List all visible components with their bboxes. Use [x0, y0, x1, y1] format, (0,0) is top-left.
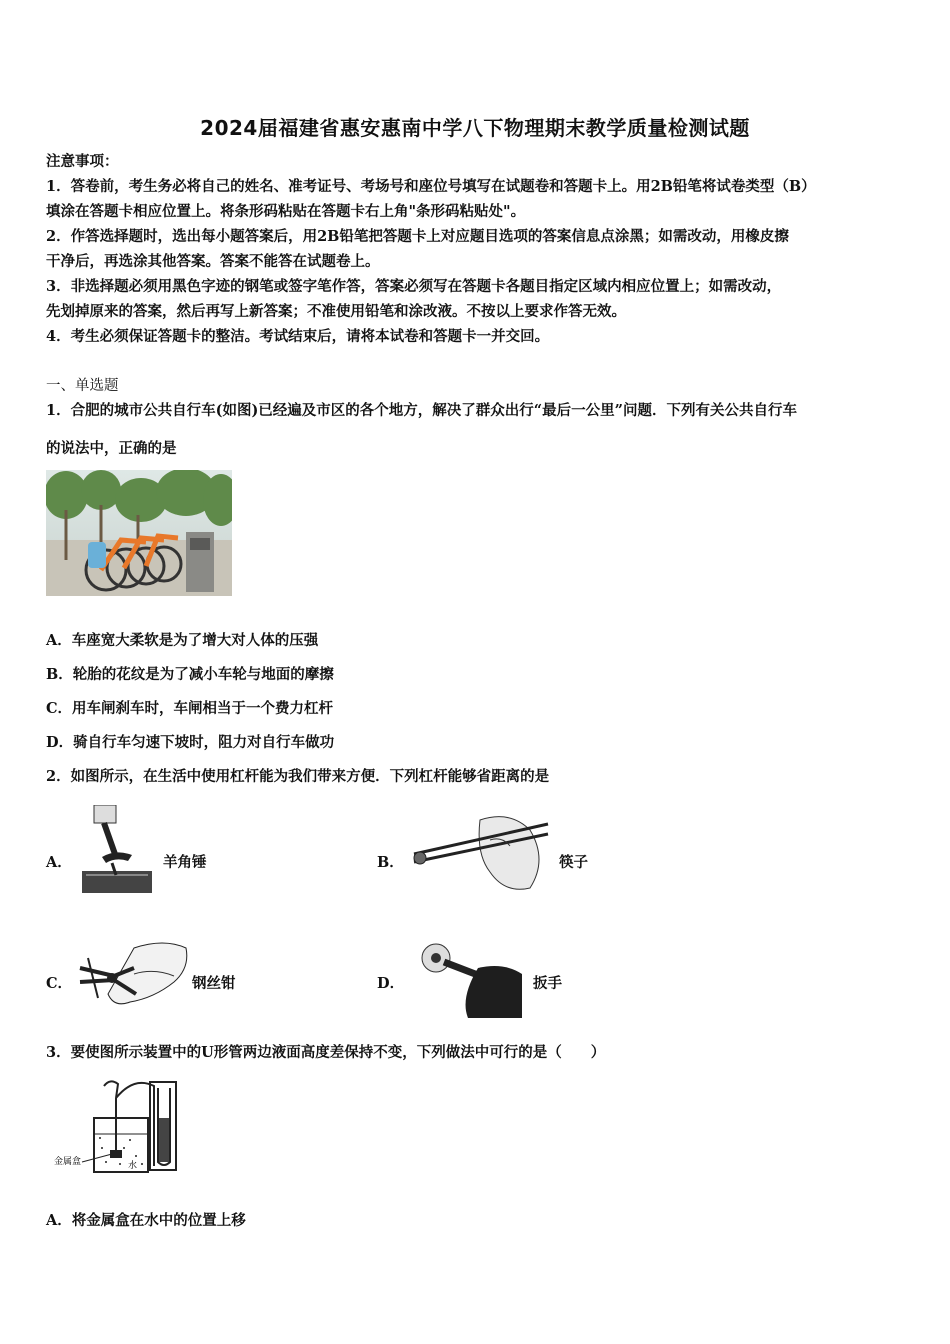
notice-line: 填涂在答题卡相应位置上。将条形码粘贴在答题卡右上角"条形码粘贴处"。 [46, 203, 526, 220]
section-heading: 一、单选题 [46, 378, 119, 394]
notice-heading: 注意事项： [46, 153, 119, 170]
figure-label-water: 水 [128, 1161, 138, 1171]
q2-option-a-letter: A． [46, 854, 72, 871]
q1-option-b: B．轮胎的花纹是为了减小车轮与地面的摩擦 [46, 666, 334, 683]
notice-line: 2．作答选择题时，选出每小题答案后，用2B铅笔把答题卡上对应题目选项的答案信息点涂黑；如需改动，用橡皮擦 [46, 228, 789, 245]
q1-option-c: C．用车闸刹车时，车闸相当于一个费力杠杆 [46, 700, 334, 717]
q2-option-b-label: 筷子 [559, 854, 588, 871]
chopsticks-figure [410, 810, 550, 896]
notice-line: 4．考生必须保证答题卡的整洁。考试结束后，请将本试卷和答题卡一并交回。 [46, 328, 550, 345]
pliers-figure [74, 938, 190, 1018]
q2-option-b-letter: B． [377, 854, 404, 871]
notice-line: 1．答卷前，考生务必将自己的姓名、准考证号、考场号和座位号填写在试题卷和答题卡上。用2B铅笔将试卷类型（B） [46, 178, 816, 195]
q1-stem-line1: 1．合肥的城市公共自行车(如图)已经遍及市区的各个地方，解决了群众出行“最后一公里”问题．下列有关公共自行车 [46, 402, 797, 419]
u-tube-apparatus-figure [54, 1078, 186, 1178]
q3-stem: 3．要使图所示装置中的U形管两边液面高度差保持不变，下列做法中可行的是（ ） [46, 1044, 606, 1061]
q2-option-d-letter: D． [377, 975, 405, 992]
notice-line: 3．非选择题必须用黑色字迹的钢笔或签字笔作答，答案必须写在答题卡各题目指定区域内相应位置上；如需改动， [46, 278, 782, 295]
q2-option-a-label: 羊角锤 [163, 854, 207, 871]
q2-option-c-letter: C． [46, 975, 73, 992]
q2-option-d-label: 扳手 [533, 975, 562, 992]
claw-hammer-figure [82, 805, 154, 895]
q3-option-a: A．将金属盒在水中的位置上移 [46, 1212, 246, 1229]
wrench-figure [408, 938, 526, 1018]
q2-option-c-label: 钢丝钳 [192, 975, 236, 992]
q2-stem: 2．如图所示，在生活中使用杠杆能为我们带来方便．下列杠杆能够省距离的是 [46, 768, 550, 785]
q1-option-a: A．车座宽大柔软是为了增大对人体的压强 [46, 632, 319, 649]
q1-option-d: D．骑自行车匀速下坡时，阻力对自行车做功 [46, 734, 335, 751]
notice-line: 先划掉原来的答案，然后再写上新答案；不准使用铅笔和涂改液。不按以上要求作答无效。 [46, 303, 626, 320]
notice-line: 干净后，再选涂其他答案。答案不能答在试题卷上。 [46, 253, 380, 270]
page-title: 2024届福建省惠安惠南中学八下物理期末教学质量检测试题 [200, 116, 750, 140]
figure-label-box: 金属盒 [54, 1157, 82, 1167]
q1-stem-line2: 的说法中，正确的是 [46, 440, 177, 457]
bicycle-photo [46, 470, 232, 596]
